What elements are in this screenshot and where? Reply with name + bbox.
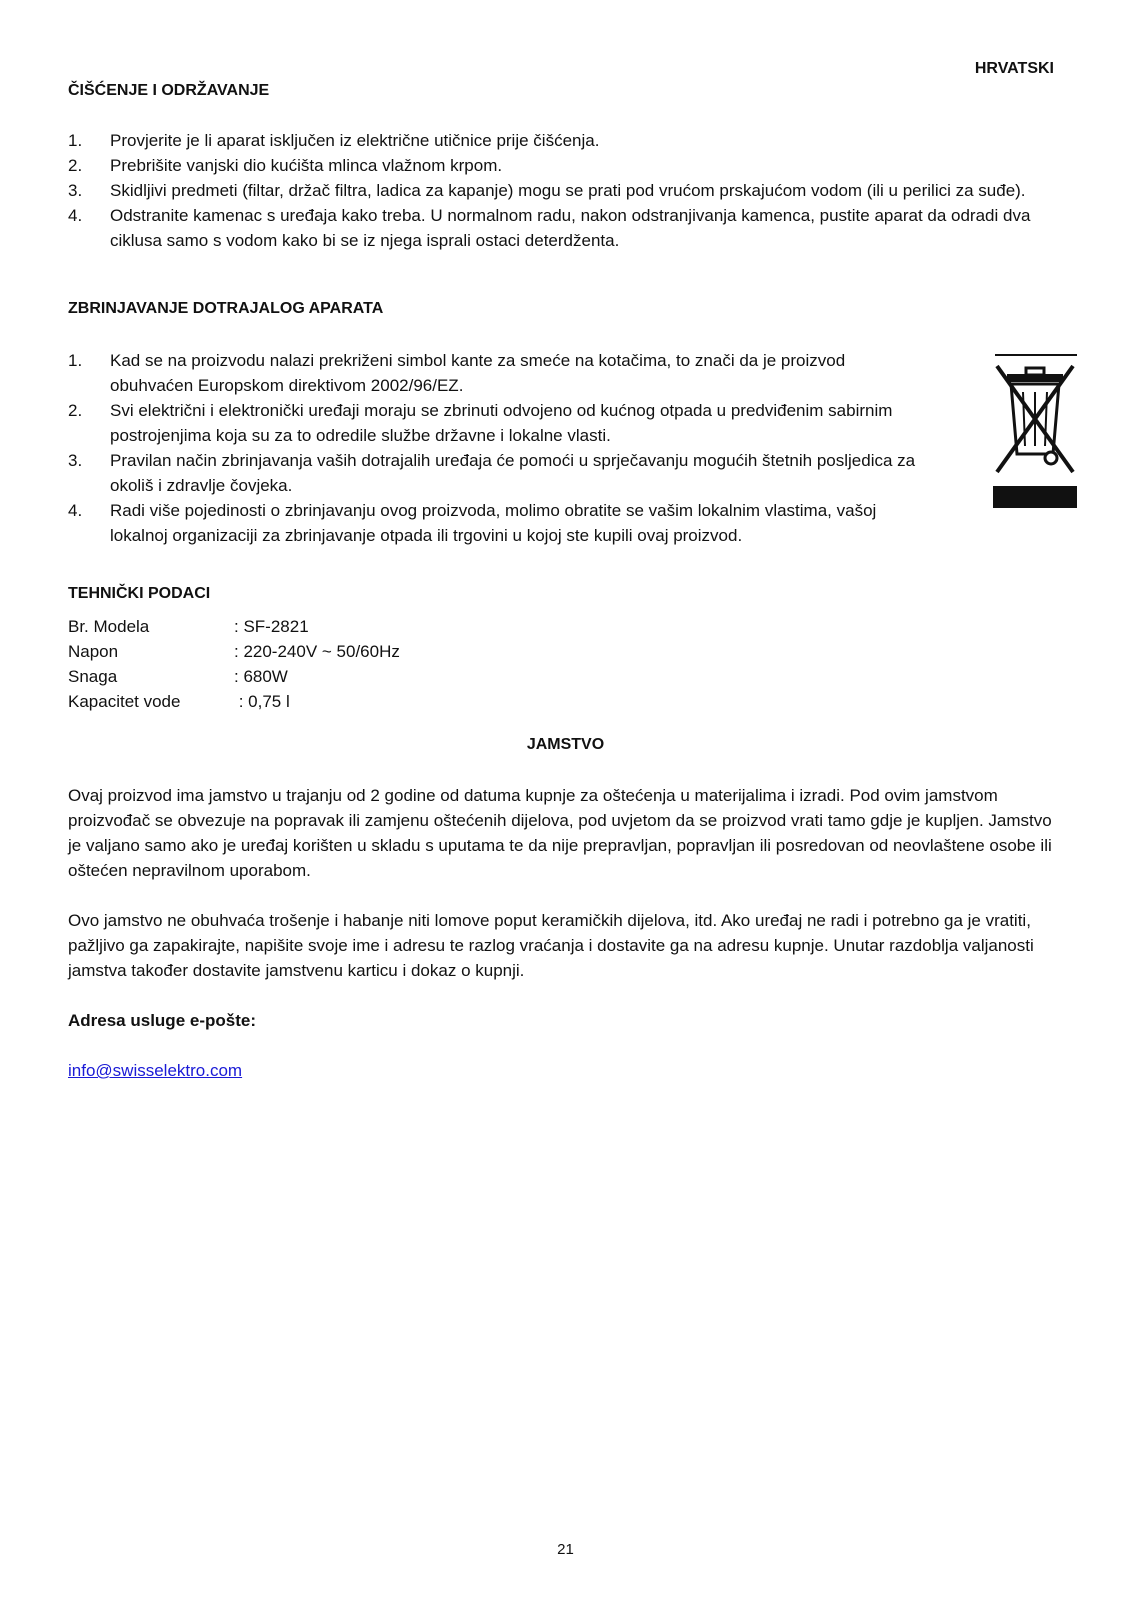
item-number: 3.	[68, 451, 83, 470]
spec-label: Kapacitet vode	[68, 692, 181, 711]
list-item	[68, 153, 1058, 178]
warranty-title: JAMSTVO	[526, 736, 605, 753]
item-number: 2.	[68, 156, 83, 175]
spec-label: Napon	[68, 642, 119, 661]
item-number: 1.	[68, 131, 83, 150]
cleaning-list	[68, 128, 1058, 253]
item-number: 1.	[68, 351, 83, 370]
item-number: 4.	[68, 501, 83, 520]
specs-title: TEHNIČKI PODACI	[68, 585, 211, 602]
item-text: Pravilan način zbrinjavanja vaših dotrajalih uređaja će pomoći u sprječavanju mogućih štetnih posljedica za okoliš i zdravlje čovjeka.	[110, 451, 916, 495]
item-text: Kad se na proizvodu nalazi prekriženi simbol kante za smeće na kotačima, to znači da je proizvod obuhvaćen Europskom direktivom 2002/96/EZ.	[110, 351, 846, 395]
page-number: 21	[557, 1541, 574, 1558]
item-text: Prebrišite vanjski dio kućišta mlinca vlažnom krpom.	[110, 156, 503, 175]
disposal-list	[68, 348, 928, 548]
item-text: Skidljivi predmeti (filtar, držač filtra, ladica za kapanje) mogu se prati pod vrućom prskajućom vodom (ili u perilici za suđe).	[110, 181, 1026, 200]
spec-value: : 220-240V ~ 50/60Hz	[234, 642, 400, 661]
specs-table	[68, 614, 400, 714]
table-row	[68, 664, 400, 689]
item-text: Odstranite kamenac s uređaja kako treba. U normalnom radu, nakon odstranjivanja kamenca, pustite aparat da odradi dva ciklusa samo s vodom kako bi se iz njega isprali ostaci deterdženta.	[110, 206, 1031, 250]
crossed-out-wheelie-bin-icon	[993, 354, 1077, 514]
list-item	[68, 398, 928, 448]
item-text: Svi električni i elektronički uređaji moraju se zbrinuti odvojeno od kućnog otpada u predviđenim sabirnim postrojenjima koja su za to odredile službe državne i lokalne vlasti.	[110, 401, 893, 445]
spec-value: : 680W	[234, 667, 288, 686]
list-item	[68, 203, 1058, 253]
list-item	[68, 448, 928, 498]
table-row	[68, 614, 400, 639]
cleaning-title: ČIŠĆENJE I ODRŽAVANJE	[68, 82, 270, 99]
list-item	[68, 178, 1058, 203]
table-row	[68, 689, 400, 714]
spec-label: Br. Modela	[68, 617, 150, 636]
warranty-paragraph-2: Ovo jamstvo ne obuhvaća trošenje i habanje niti lomove poput keramičkih dijelova, itd. Ako uređaj ne radi i potrebno ga je vratiti, pažljivo ga zapakirajte, napišite svoje ime i adresu te razlog vraćanja i dostavite ga na adresu kupnje. Unutar razdoblja valjanosti jamstva također dostavite jamstvenu karticu i dokaz o kupnji.	[68, 911, 1034, 980]
item-number: 2.	[68, 401, 83, 420]
item-text: Provjerite je li aparat isključen iz električne utičnice prije čišćenja.	[110, 131, 600, 150]
spec-value: : SF-2821	[234, 617, 309, 636]
email-link[interactable]: info@swisselektro.com	[68, 1061, 243, 1080]
email-label: Adresa usluge e-pošte:	[68, 1011, 256, 1030]
item-number: 3.	[68, 181, 83, 200]
list-item	[68, 128, 1058, 153]
spec-label: Snaga	[68, 667, 118, 686]
disposal-title: ZBRINJAVANJE DOTRAJALOG APARATA	[68, 300, 384, 317]
spec-value: : 0,75 l	[234, 692, 290, 711]
item-number: 4.	[68, 206, 83, 225]
list-item	[68, 348, 928, 398]
list-item	[68, 498, 928, 548]
item-text: Radi više pojedinosti o zbrinjavanju ovog proizvoda, molimo obratite se vašim lokalnim vlastima, vašoj lokalnoj organizaciji za zbrinjavanje otpada ili trgovini u kojoj ste kupili ovaj proizvod.	[110, 501, 877, 545]
language-label: HRVATSKI	[974, 60, 1054, 77]
warranty-paragraph-1: Ovaj proizvod ima jamstvo u trajanju od 2 godine od datuma kupnje za oštećenja u materijalima i izradi. Pod ovim jamstvom proizvođač se obvezuje na popravak ili zamjenu oštećenih dijelova, pod uvjetom da se proizvod vrati tamo gdje je kupljen. Jamstvo je valjano samo ako je uređaj korišten u skladu s uputama te da nije prepravljan, popravljan ili posredovan od neovlaštene osobe ili oštećen nepravilnom uporabom.	[68, 786, 1052, 880]
table-row	[68, 639, 400, 664]
